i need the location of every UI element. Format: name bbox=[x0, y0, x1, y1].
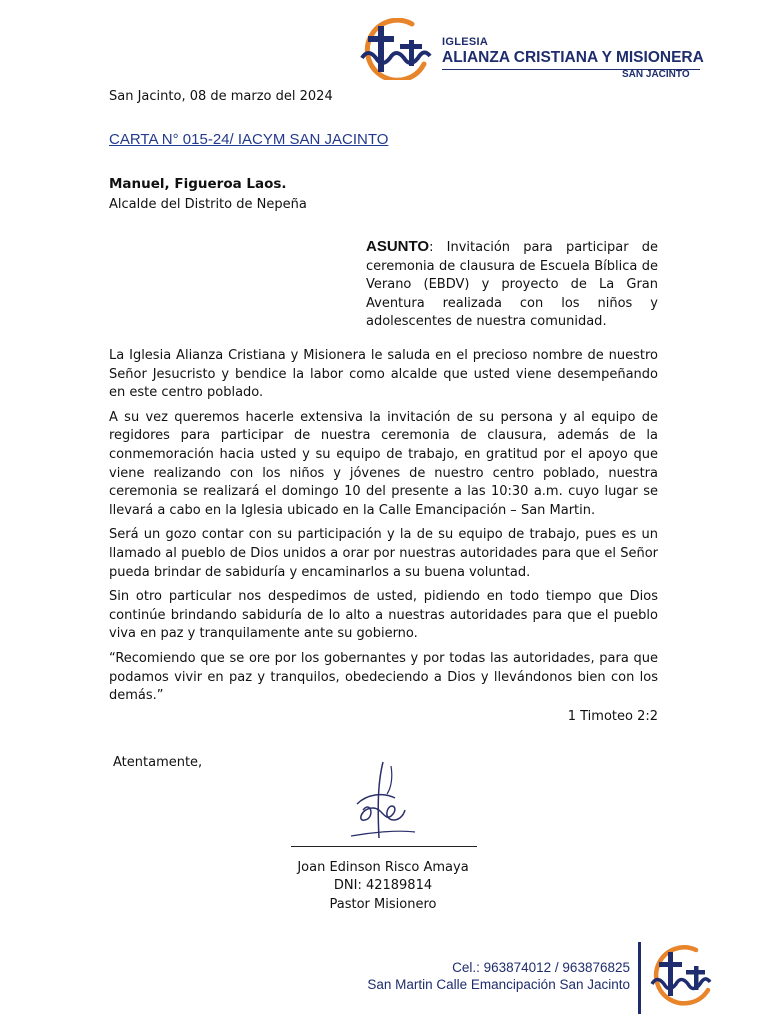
footer-phones: Cel.: 963874012 / 963876825 bbox=[452, 960, 630, 975]
body-paragraph: La Iglesia Alianza Cristiana y Misionera le saluda en el precioso nombre de nuestro Señor Jesucristo y bendice la labor como alcalde que usted viene desempeñando en este centro poblado. bbox=[109, 348, 658, 401]
logo-church-name: ALIANZA CRISTIANA Y MISIONERA bbox=[442, 49, 704, 66]
closing: Atentamente, bbox=[113, 755, 203, 770]
subject-text: : Invitación para participar de ceremonia de clausura de Escuela Bíblica de Verano (EBDV) y proyecto de La Gran Aventura realizada con los niños y adolescentes de nuestra comunidad. bbox=[366, 240, 658, 329]
quote-citation: 1 Timoteo 2:2 bbox=[567, 708, 658, 724]
signer-id: DNI: 42189814 bbox=[333, 878, 433, 894]
footer-address: San Martin Calle Emancipación San Jacinto bbox=[367, 977, 630, 992]
header-logo bbox=[354, 18, 704, 80]
bible-quote: “Recomiendo que se ore por los gobernantes y por todas las autoridades, para que podamos vivir en paz y tranquilos, obedeciendo a Dios y llevándonos bien con los demás.” bbox=[109, 650, 658, 704]
letter-date: San Jacinto, 08 de marzo del 2024 bbox=[109, 89, 333, 104]
logo-subtitle: SAN JACINTO bbox=[622, 69, 690, 80]
subject-block bbox=[366, 238, 658, 332]
footer-divider bbox=[638, 942, 641, 1014]
letter-number: CARTA N° 015-24/ IACYM SAN JACINTO bbox=[109, 131, 389, 148]
letter-body bbox=[109, 347, 658, 732]
body-paragraph: Será un gozo contar con su participación y la de su equipo de trabajo, pues es un llamado al pueblo de Dios unidos a orar por nuestras autoridades para que el Señor pueda brindar de sabiduría y encaminarlos a su buena voluntad. bbox=[109, 527, 658, 580]
footer-contact bbox=[367, 959, 630, 993]
signer-role: Pastor Misionero bbox=[329, 896, 437, 912]
body-paragraph: A su vez queremos hacerle extensiva la invitación de su persona y al equipo de regidores para participar de nuestra ceremonia de clausura, además de la conmemoración hacia usted y su equipo de trabajo, en gratitud por el apoyo que viene realizando con los niños y jóvenes de nuestro centro poblado, nuestra ceremonia se realizará el domingo 10 del presente a las 10:30 a.m. cuyo lugar se llevará a cabo en la Iglesia ubicado en la Calle Emancipación – San Martin. bbox=[109, 409, 658, 518]
church-cross-emblem-icon bbox=[646, 944, 714, 1008]
signer-name: Joan Edinson Risco Amaya bbox=[297, 860, 469, 875]
handwritten-signature bbox=[343, 758, 423, 844]
signer-block bbox=[283, 859, 483, 914]
subject-label: ASUNTO bbox=[366, 238, 430, 255]
recipient-name: Manuel, Figueroa Laos. bbox=[109, 176, 287, 192]
body-paragraph: Sin otro particular nos despedimos de usted, pidiendo en todo tiempo que Dios continúe brindando sabiduría de lo alto a nuestras autoridades para que el pueblo viva en paz y tranquilamente ante su gobierno. bbox=[109, 589, 658, 642]
logo-top-text: IGLESIA bbox=[442, 36, 489, 48]
signature-line bbox=[291, 846, 477, 847]
recipient-title: Alcalde del Distrito de Nepeña bbox=[109, 197, 307, 212]
church-cross-emblem-icon bbox=[354, 18, 436, 80]
